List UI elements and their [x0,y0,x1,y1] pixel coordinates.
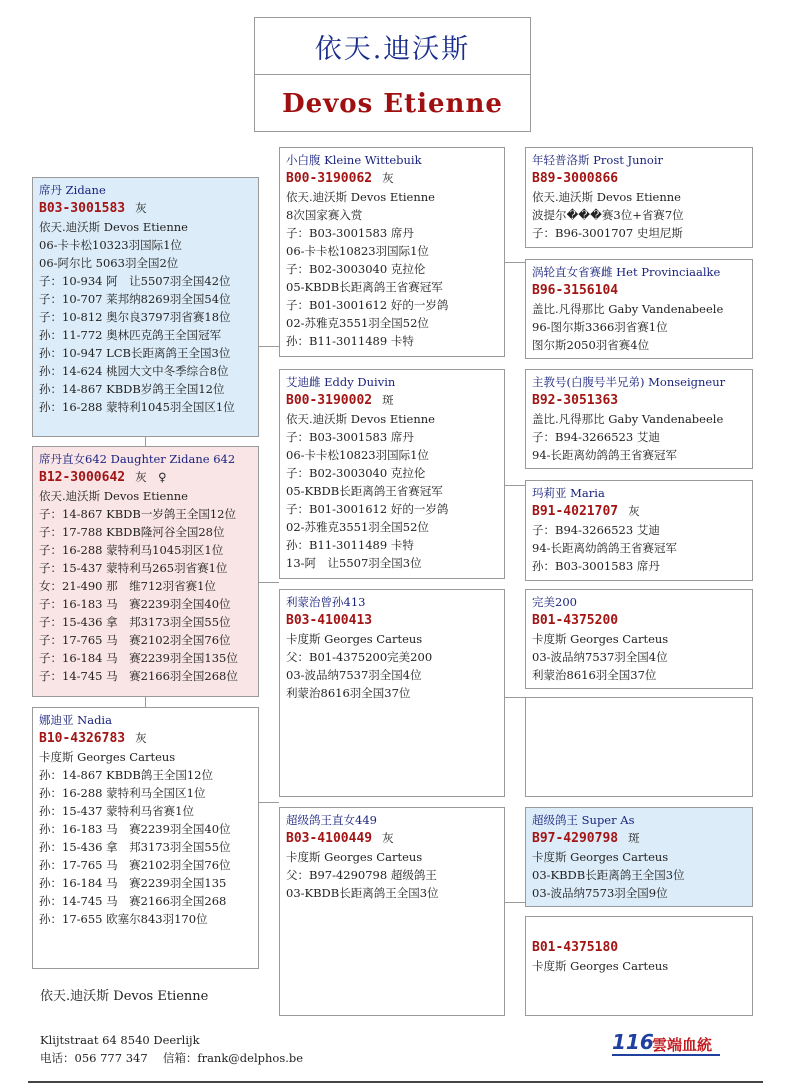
info-line: 94-长距离幼鸽鸽王省赛冠军 [532,448,678,462]
color-label: 灰 [135,731,147,745]
info-line: 图尔斯2050羽省赛4位 [532,338,650,352]
color-label: 灰 ♀ [135,470,167,484]
info-line: 卡度斯 Georges Carteus [532,850,669,864]
info-line: 孙：17-765 马 赛2102羽全国76位 [39,858,231,872]
ring-number: B03-3001583 [39,201,126,216]
pigeon-name: 超级鸽王直女449 [286,813,377,827]
info-line: 03-KBDB长距离鸽王全国3位 [286,886,439,900]
pigeon-name: 席丹直女642 Daughter Zidane 642 [39,452,236,466]
pedigree-card-ddd[interactable] [525,916,753,1016]
connector [145,437,146,446]
info-line: 06-阿尔比 5063羽全国2位 [39,256,179,270]
ring-number: B12-3000642 [39,470,126,485]
ring-number: B01-4375180 [532,940,619,955]
pedigree-card-sire[interactable] [32,177,259,437]
info-line: 06-卡卡松10323羽国际1位 [39,238,182,252]
pigeon-name: 娜迪亚 Nadia [39,713,112,727]
info-line: 96-图尔斯3366羽省赛1位 [532,320,668,334]
pedigree-card-sire-dam[interactable] [279,369,505,579]
info-line: 孙：B11-3011489 卡特 [286,334,414,348]
info-line: 94-长距离幼鸽鸽王省赛冠军 [532,541,678,555]
info-line: 依天.迪沃斯 Devos Etienne [286,190,435,204]
info-line: 03-波品纳7537羽全国4位 [532,650,668,664]
info-line: 子：16-288 蒙特利马1045羽区1位 [39,543,224,557]
color-label: 灰 [382,171,394,185]
pigeon-name: 超级鸽王 Super As [532,813,635,827]
info-line: 子：10-934 阿 让5507羽全国42位 [39,274,231,288]
color-label: 斑 [628,831,640,845]
ring-number: B91-4021707 [532,504,619,519]
info-line: 孙：17-655 欧塞尔843羽170位 [39,912,208,926]
connector [505,262,525,263]
pedigree-card-sire-sire[interactable] [279,147,505,357]
logo-number: 116 [612,1030,654,1054]
ring-number: B00-3190002 [286,393,373,408]
info-line: 03-KBDB长距离鸽王全国3位 [532,868,685,882]
info-line: 05-KBDB长距离鸽王省赛冠军 [286,280,443,294]
info-line: 孙：15-437 蒙特利马省赛1位 [39,804,194,818]
info-line: 孙：B03-3001583 席丹 [532,559,660,573]
info-line: 子：B01-3001612 好的一岁鸽 [286,502,449,516]
info-line: 子：B01-3001612 好的一岁鸽 [286,298,449,312]
info-line: 子：14-745 马 赛2166羽全国268位 [39,669,238,683]
info-line: 13-阿 让5507羽全国3位 [286,556,422,570]
info-line: 孙：B11-3011489 卡特 [286,538,414,552]
brand-logo[interactable] [612,1030,722,1058]
connector [505,697,525,698]
info-line: 孙：10-947 LCB长距离鸽王全国3位 [39,346,231,360]
info-line: 子：16-184 马 赛2239羽全国135位 [39,651,238,665]
info-line: 子：B94-3266523 艾迪 [532,523,660,537]
info-line: 子：B03-3001583 席丹 [286,430,414,444]
pigeon-name: 完美200 [532,595,577,609]
pedigree-card-nadia[interactable] [32,707,259,969]
info-line: 06-卡卡松10823羽国际1位 [286,448,429,462]
info-line: 孙：16-288 蒙特利马全国区1位 [39,786,206,800]
info-line: 利蒙治8616羽全国37位 [532,668,657,682]
connector [145,697,146,707]
info-line: 子：B02-3003040 克拉伦 [286,466,426,480]
info-line: 子：14-867 KBDB一岁鸽王全国12位 [39,507,236,521]
title-english: Devos Etienne [282,89,503,119]
info-line: 子：B96-3001707 史坦尼斯 [532,226,683,240]
info-line: 03-波品纳7537羽全国4位 [286,668,422,682]
info-line: 依天.迪沃斯 Devos Etienne [39,220,188,234]
owner-name: 依天.迪沃斯 Devos Etienne [40,989,209,1004]
info-line: 06-卡卡松10823羽国际1位 [286,244,429,258]
connector [259,802,279,803]
color-label: 灰 [382,831,394,845]
pedigree-card-sdd[interactable] [525,480,753,581]
info-line: 子：17-788 KBDB隆河谷全国28位 [39,525,225,539]
info-line: 子：10-707 莱邦纳8269羽全国54位 [39,292,231,306]
info-line: 子：10-812 奥尔良3797羽省赛18位 [39,310,231,324]
pedigree-card-sss[interactable] [525,147,753,248]
info-line: 孙：15-436 拿 邦3173羽全国55位 [39,840,231,854]
pedigree-card-dam[interactable] [32,446,259,697]
connector [505,485,525,486]
info-line: 依天.迪沃斯 Devos Etienne [39,489,188,503]
info-line: 子：17-765 马 赛2102羽全国76位 [39,633,231,647]
pedigree-card-sds[interactable] [525,369,753,469]
info-line: 孙：11-772 奥林匹克鸽王全国冠军 [39,328,222,342]
ring-number: B01-4375200 [532,613,619,628]
info-line: 卡度斯 Georges Carteus [532,959,669,973]
info-line: 孙：14-745 马 赛2166羽全国268 [39,894,227,908]
info-line: 子：15-437 蒙特利马265羽省赛1位 [39,561,228,575]
info-line: 利蒙治8616羽全国37位 [286,686,411,700]
info-line: 孙：14-624 桃园大文中冬季综合8位 [39,364,229,378]
pedigree-card-dam-sire[interactable] [279,589,505,797]
info-line: 子：B03-3001583 席丹 [286,226,414,240]
pigeon-name: 年轻普洛斯 Prost Junoir [532,153,664,167]
info-line: 02-苏雅克3551羽全国52位 [286,316,429,330]
pedigree-card-dsd-empty [525,697,753,797]
connector [505,902,525,903]
info-line: 05-KBDB长距离鸽王省赛冠军 [286,484,443,498]
info-line: 孙：14-867 KBDB鸽王全国12位 [39,768,213,782]
connector [259,582,279,583]
color-label: 灰 [135,201,147,215]
pedigree-title [254,17,531,132]
info-line: 卡度斯 Georges Carteus [286,850,423,864]
color-label: 灰 [628,504,640,518]
ring-number: B89-3000866 [532,171,619,186]
info-line: 孙：16-288 蒙特利1045羽全国区1位 [39,400,235,414]
info-line: 02-苏雅克3551羽全国52位 [286,520,429,534]
info-line: 依天.迪沃斯 Devos Etienne [286,412,435,426]
ring-number: B97-4290798 [532,831,619,846]
info-line: 子：B94-3266523 艾迪 [532,430,660,444]
info-line: 女：21-490 那 维712羽省赛1位 [39,579,216,593]
info-line: 孙：16-184 马 赛2239羽全国135 [39,876,227,890]
info-line: 孙：16-183 马 赛2239羽全国40位 [39,822,231,836]
info-line: 03-波品纳7573羽全国9位 [532,886,668,900]
address: Klijtstraat 64 8540 Deerlijk [40,1033,200,1047]
info-line: 子：B02-3003040 克拉伦 [286,262,426,276]
pedigree-card-dam-dam[interactable] [279,807,505,1016]
info-line: 子：16-183 马 赛2239羽全国40位 [39,597,231,611]
info-line: 卡度斯 Georges Carteus [286,632,423,646]
info-line: 盖比.凡得那比 Gaby Vandenabeele [532,412,724,426]
info-line: 卡度斯 Georges Carteus [532,632,669,646]
ring-number: B00-3190062 [286,171,373,186]
info-line: 孙：14-867 KBDB岁鸽王全国12位 [39,382,225,396]
pigeon-name: 玛莉亚 Maria [532,486,605,500]
pigeon-name: 小白腹 Kleine Wittebuik [286,153,422,167]
info-line: 卡度斯 Georges Carteus [39,750,176,764]
bottom-divider [28,1081,763,1083]
title-chinese: 依天.迪沃斯 [255,18,530,75]
pigeon-name: 席丹 Zidane [39,183,106,197]
info-line: 8次国家赛入赏 [286,208,363,222]
logo-underline [612,1054,720,1056]
info-line: 父：B97-4290798 超级鸽王 [286,868,437,882]
pedigree-card-dss[interactable] [525,589,753,689]
ring-number: B03-4100413 [286,613,373,628]
ring-number: B92-3051363 [532,393,619,408]
ring-number: B96-3156104 [532,283,619,298]
info-line: 父：B01-4375200完美200 [286,650,433,664]
pigeon-name: 利蒙治曾孙413 [286,595,366,609]
ring-number: B03-4100449 [286,831,373,846]
contact-info: 电话：056 777 347 信箱：frank@delphos.be [40,1051,304,1065]
pedigree-card-dds[interactable] [525,807,753,907]
info-line: 盖比.凡得那比 Gaby Vandenabeele [532,302,724,316]
pigeon-name: 涡轮直女省赛雌 Het Provinciaalke [532,265,721,279]
pigeon-name: 主教号(白腹号半兄弟) Monseigneur [532,375,726,389]
pigeon-name: 艾迪雌 Eddy Duivin [286,375,396,389]
color-label: 斑 [382,393,394,407]
ring-number: B10-4326783 [39,731,126,746]
info-line: 波提尔���赛3位+省赛7位 [532,208,684,222]
pedigree-card-ssd[interactable] [525,259,753,359]
logo-text: 雲端血統 [652,1036,713,1054]
info-line: 依天.迪沃斯 Devos Etienne [532,190,681,204]
connector [259,346,279,347]
info-line: 子：15-436 拿 邦3173羽全国55位 [39,615,231,629]
